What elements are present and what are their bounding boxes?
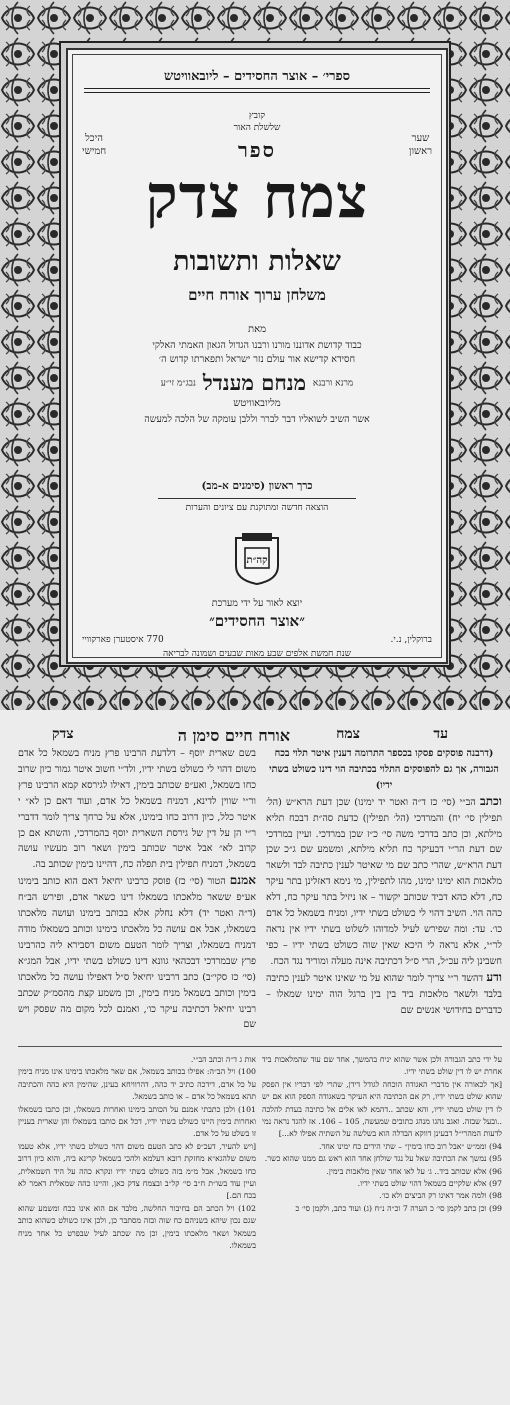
side-left-2: חמישי xyxy=(82,146,107,157)
footnotes-left xyxy=(18,1054,256,1253)
footnote: 98) ולמה אמר דאינו רק הביצים ולא כו׳. xyxy=(379,1191,502,1201)
paragraph-lead: וכתב xyxy=(479,793,502,808)
author-line xyxy=(68,370,446,396)
footnote: 96) אלא שכותב ביד.. ג׳ על לאו אחד שאין מלאכות בימין. xyxy=(326,1166,502,1176)
author-name: מנחם מענדל xyxy=(202,370,307,395)
paragraph-lead: ודע xyxy=(486,969,502,984)
footnote: [ויש להעיר, דעכ״פ לא כתב הטעם משום דהוי כשולט בשתי ידיו, אלא טעמו משום שלהגא״א מחזקת רובא דעלמא ולהכי בשמאל קרינא ביה, והוא כיון דרוב כחו בשמאל, אבל מ״מ בזה כשולט בשתי ידיו ונקרא כהה על היד השמאלית, ועיין עוד בשו״ת ח״ב סי׳ קל״ב ובצמח צדק כאן, והיינו כהה שמאלית דאמר לא בכח הם.] xyxy=(18,1141,256,1201)
book-title: צמח צדק xyxy=(145,162,369,232)
footnote: על ידי כתב הגבורה ולכן אשר שהוא יניח בהמשך, אחד שם עוד שהמלאכות ביד אחרת יש לו דין שולט בשתי ידיו. xyxy=(262,1055,502,1077)
chain-name: שלשלת האור xyxy=(233,123,281,133)
credit-line-2: חסידא קדישא אור עולם נזר ישראל ותפארתו קדוש ה׳ xyxy=(158,354,356,365)
kovetz: קובץ xyxy=(248,111,266,121)
by-label: מאת xyxy=(247,324,267,335)
side-right-1: שער xyxy=(411,133,430,144)
book-subtitle: שאלות ותשובות xyxy=(173,246,341,277)
paragraph-body: הב״י (סי׳ כז ד״ה ואטר יד ימינו) שכן דעת הרא״ש (הל׳ תפילין סי׳ יח) והמרדכי (הל׳ תפילין) כדעת סה״ת דבכח תליא מילתא, וכן כתב בדרכי משה סי׳ כ״ז שכן במרדכי. ועיין במרדכי שם דעת הר״י דבעיקר כח תליא מילתא, ומשמע שם ג״כ שכן דעת הרא״ש, שהרי כתב שם מי שאיטר לענין כתיבה לבד ולשאר מלאכות הוא ימינו ימינו, מהו לתפילין, מי נימא דאזלינן בתר עיקר כח, דלא כהא דביד שכותב יקשור – או ניזיל בתר עיקר כח, דלא כהה הוי. השיב דהוי לי כשולט בשתי ידיו, ומניח בשמאל כל אדם כו׳. עד: ומה שפירש לעיל למדוהו לשלוט בשתי ידיו אין נראה לר״י, אלא נראה לי היכא שאין שוה כשולט בשתי ידיו – כפי חשבינן ליה עכ״ל, הרי ס״ל דכתיבה אינה מעלה ומוריד נגד הכח. xyxy=(266,796,502,967)
book-subsubtitle: משלחן ערוך אורח חיים xyxy=(188,286,326,304)
footnote-separator xyxy=(18,1046,502,1047)
footnote: 97) אלא שלקיים בשמאל דהוי שולט בשתי ידיו. xyxy=(357,1179,502,1189)
kovetz-label xyxy=(68,110,446,134)
page-header xyxy=(0,720,510,744)
side-left-1: היכל xyxy=(85,133,104,144)
paragraph-2 xyxy=(266,970,502,1019)
side-right-2: ראשון xyxy=(408,146,432,157)
footnote: 102) ויל הכתב הם בחיבור החלשה, מלבד אם הוא אינו בכח ומשמע שהוא שגם נכון שיהא בשניהם כח שוה ובזה מסתבר כן, ולכן אינו כשולט כשהוא כותב בשמאל ושאר מלאכתו בימין, וכן מה שכתב לעיל שבפרט כל אחד מניח בשמאלו. xyxy=(18,1203,256,1251)
address-row xyxy=(82,634,432,645)
address-street: 770 איסטערן פארקוויי xyxy=(82,635,164,645)
title-frame xyxy=(66,48,448,664)
sefer-label: ספר xyxy=(237,138,277,162)
volume-rule xyxy=(158,498,356,499)
footnote: [אך לכאורה אין מדברי האגודה הוכחה לגודל דידן, שהרי לפי דבריו אין הפסק שהוא שולט בשתי ידיו, רק אם הכתיבה היא העיקר בשאגודה הספק הוא אם יש לו דין שולט בשתי ידיו, והא שכתב ..דהמא לאו אלים אל כתיבה בעדת להלכה ..ובעל שבזה. ואגב נהגו מנהג כתובים שמעשה, 105 – 106. אז להגד נראה נמי לדעות המהרי״ל דבעינן דווקא הבדלה הוא בשלשה על השתיה אפילו לא...] xyxy=(262,1079,503,1139)
running-head-book: צמח xyxy=(336,726,360,742)
publication-year: שנת חמשת אלפים שבע מאות שבעים ושמונה לבריאה xyxy=(162,649,352,659)
paragraph-4 xyxy=(18,873,256,1033)
publisher-logo xyxy=(232,532,282,586)
publisher-name: ״אוצר החסידים״ xyxy=(209,612,305,630)
series-title: ספרי׳ – אוצר החסידים – ליובאוויטש xyxy=(163,69,351,84)
credit-line-1: כבוד קדושת אדוננו מורנו ורבנו הגדול הגאון האמתי האלקי xyxy=(152,340,362,351)
paragraph-1 xyxy=(266,794,502,970)
text-column-left xyxy=(18,746,256,1033)
running-head-siman: אורח חיים סימן ה xyxy=(177,726,290,745)
published-by: יוצא לאור על ידי מערכת xyxy=(211,598,303,609)
content-page xyxy=(0,710,510,1405)
page-number: עד xyxy=(433,726,448,742)
paragraph-3: בשם שארית יוסף – דלדעת הרבינו פרץ מניח בשמאל כל אדם משום דהוי לי כשולט בשתי ידיו, ולד״י חשוב איטר גמור כיון שרוב כחו בשמאל, ואע״פ שכותב בימין, דאילו לגירסא קמא הרבינו פרץ ור״י שווין לדינא, דמניח בשמאל כל אדם, ועוד דאם כן לא״ י איטר כלל, כיון דרוב כחו בימינו, אלא על כרחך צריך לומר דדברי ר״י הן על דין של גירסת השארית יוסף בהמרדכי, והשתא אם כן קרוב לא״ אבל איטר שכותב בימין ושאר רוב מעשיו עושה בשמאל, דמניח תפילין בית תפלה כח, דהיינו בימין שכותב בה. xyxy=(18,748,256,871)
book-description: אשר השיב לשואליו דבר לברר וללבן עומקה של הלכה למעשה xyxy=(144,414,370,425)
paragraph-lead: אמנם xyxy=(229,873,256,888)
logo-letters: קה״ת xyxy=(246,555,268,566)
footnote: 99) וכן כתב לקמן סי׳ כ הערה 7 וכ״ה נ״ח (ג) ועוד כתב, ולקמן סי׳ כ xyxy=(295,1203,502,1213)
footnote: 95) נמשך את הכתיבה שאל על נגד שולחן אחד הוא ראש גם ממנו שהוא כשר. xyxy=(264,1154,502,1164)
footnotes-right xyxy=(262,1054,502,1215)
text-column-right xyxy=(266,746,502,1018)
running-head-tzedek: צדק xyxy=(52,726,74,742)
series-rule xyxy=(84,88,430,89)
paragraph-body: דהשד ר״י צריך לומר שהוא על מי שאינו איטר לענין כתיבה בלבד ולשאר מלאכות ביד בין בין ברגל הוה ימינו שמאלו – כדברים בחידושי אנשים שם xyxy=(266,972,502,1016)
footnote: אות ג ד״ה וכתב הב״י. xyxy=(190,1055,256,1064)
volume-label: כרך ראשון (סימנים א-מב) xyxy=(201,480,313,492)
edition-label: הוצאה חדשה ומתוקנת עם ציונים והערות xyxy=(185,503,329,513)
author-suffix: נבג״מ זי״ע xyxy=(160,378,196,389)
series-rule-2 xyxy=(84,92,430,93)
footnote: 100) ויל הב״ה: אפילו בכותב בשמאל, אם שאר מלאכתו בימינו אינו מניח בימין על כל אדם, דידכה כתיב יד כהה, דהרוויחא בעינן, שהימין היא כהה והכתיבה תהא בשמאל כל אדם – או כותב בשמאל. xyxy=(18,1067,256,1102)
section-heading: (דרבנה פוסקים פסקו בכספר התרומה דענין איטר תלוי בכח הגבורה, אך גם להפוסקים התלוי בכתיבה הוי דינו כשולט בשתי ידיו) xyxy=(269,748,499,791)
footnote: 101) ולכן כתבתי אמנם על הכותב בימינו ואחרות בשמאלו, וכן כתבו בשמאלו ואחרות בימין היינו כשולט בשתי ידיו, דכל אם כותבו בשמאלו והן שארית בעניין זו בשלט על כל אדם. xyxy=(18,1104,256,1139)
author-place: מליובאוויטש xyxy=(233,398,281,409)
footnote: 94) וממ״ש ״אבל רוב כחו בימין״ – שתי הידים כח ימינו אחד. xyxy=(318,1141,502,1151)
author-prefix: מרנא ורבנא xyxy=(312,378,354,389)
paragraph-body: הטור (סי׳ כז) פוסק כרבינו יחיאל דאם הוא כותב בימינו אע״פ ששאר מלאכתו בשמאלו דינו כשאר אדם, ופירש הב״ח (ד״ה ואטר יד) דלא נחלק אלא בכותב בימינו ועושה מלאכתו בשמאלו, אבל אם עושה כל מלאכתו בימינו וכותב בשמאלו מודה דמניח בשמאלו, וצריך לומר הטעם משום דסבירא ליה כהרבינו פרץ שבמרדכי דבכהאי גוונא דינו כשולט בשתי ידיו, אבל המג״א (סי׳ כז סקי״ב) כתב דרבינו יחיאל ס״ל דאפילו עושה כל מלאכתו בימין וכותב בשמאל מניח בימין, וכן משמע קצת מהסמ״ק שכתב רבינו יחיאל דכתיבה עיקר כו׳, ואמנם לכל מקום מה שפסק ויש שם xyxy=(18,876,256,1031)
address-city: ברוקלין, נ.י. xyxy=(390,635,432,645)
